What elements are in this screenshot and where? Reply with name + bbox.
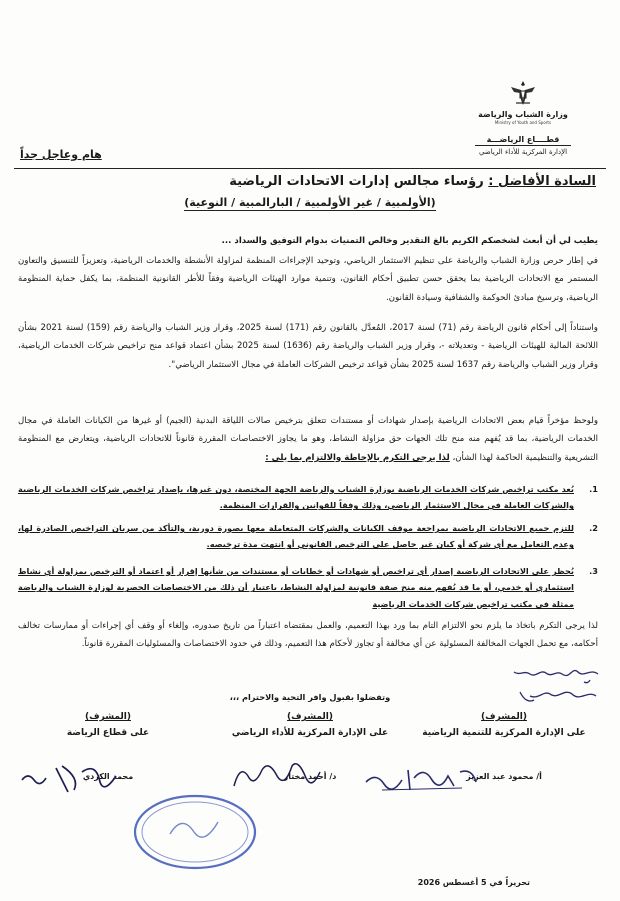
ministry-name: وزارة الشباب والرياضة [478, 110, 568, 119]
letterhead [448, 78, 598, 156]
addressee [36, 174, 596, 189]
signature-unit: على الإدارة المركزية للأداء الرياضي [231, 728, 389, 738]
issue-date: تحريراً في 5 أغسطس 2026 [417, 878, 530, 887]
greeting: يطيب لي أن أبعث لشخصكم الكريم بالغ التقدير وخالص التمنيات بدوام التوفيق والسداد ... [221, 236, 598, 246]
signature-scribble [16, 758, 126, 798]
handwritten-note [500, 664, 604, 712]
item-text: يُحظر على الاتحادات الرياضية إصدار أي تراخيص أو شهادات أو خطابات أو مستندات من شأنها إقرار أو اعتماد أو الترخيص بمزاولة أي نشاط استثماري أو خدمي، أو ما قد يُفهم منه منح صفة قانونية لمزاولة النشاط، باعتبار أن ذلك من الاختصاصات الحصرية لوزارة الشباب والرياضة ممثلة في مكتب تراخيص شركات الخدمات الرياضية [18, 566, 574, 609]
federation-categories [0, 196, 620, 209]
signature-unit: على الإدارة المركزية للتنمية الرياضية [422, 728, 586, 738]
addressee-title: رؤساء مجالس إدارات الاتحادات الرياضية [229, 174, 484, 189]
urgent-label: هام وعاجل جداً [20, 148, 102, 161]
item-text: للتزم جميع الاتحادات الرياضية بمراجعة موقف الكيانات والشركات المتعاملة معها بصورة دورية، والتأكد من سريان التراخيص الصادرة لها، وعدم التعامل مع أي شركة أو كيان غير حاصل على الترخيص القانوني أو انتهت مدة ترخيصه. [18, 523, 574, 550]
signature-person: د/ أحمد مختار [283, 772, 337, 781]
list-item [18, 563, 598, 612]
paragraph-compliance: لذا يرجى التكرم باتخاذ ما يلزم نحو الالتزام التام بما ورد بهذا التعميم، والعمل بمقتضاه اعتباراً من تاريخ صدوره، وإلغاء أو وقف أي إجراءات أو ممارسات تخالف أحكامه، مع تحمل الجهات المخالفة المسئولية عن أي مخالفة أو تجاوز لأحكام هذا التعميم، وذلك في حدود الاختصاصات والمسئوليات المقررة قانوناً. [18, 621, 598, 650]
item-number: 3. [589, 566, 598, 576]
signature-person: أ/ محمود عبد العزيز [466, 772, 542, 781]
item-number: 2. [589, 523, 598, 533]
official-stamp [130, 792, 260, 872]
closing-salutation: وتفضلوا بقبول وافر التحية والاحترام ،،، [229, 692, 391, 702]
categories-text: (الأولمبية / غير الأولمبية / البارالمبية / النوعية) [184, 196, 436, 209]
paragraph-observation [18, 412, 598, 467]
signature-person: محمد الكردي [82, 772, 134, 781]
ministry-name-en: Ministry of Youth and Sports [494, 120, 552, 125]
list-item [18, 520, 598, 553]
observation-request: لذا يرجى التكرم بالإحاطة والالتزام بما يلي : [265, 452, 450, 463]
addressee-prefix: السادة الأفاضل : [488, 174, 596, 189]
paragraph-legal-basis: واستناداً إلى أحكام قانون الرياضة رقم (71) لسنة 2017، المُعدَّل بالقانون رقم (171) لسنة 2025، وقرار وزير الشباب والرياضة رقم (159) لسنة 2021 بشأن اللائحة المالية للهيئات الرياضية - وتعديلاته -، وقرار وزير الشباب والرياضة رقم (1636) لسنة 2025 بشأن اعتماد قواعد منح تراخيص شركات الخدمات الرياضية، وقرار وزير الشباب والرياضة رقم 1637 لسنة 2025 بشأن قواعد ترخيص الشركات العاملة في مجال الاستثمار الرياضي". [18, 323, 598, 370]
signature-scribble [228, 756, 324, 796]
signature-unit: على قطاع الرياضة [66, 728, 150, 738]
signature-role: (المشرف) [287, 712, 333, 722]
paragraph-context: في إطار حرص وزارة الشباب والرياضة على تنظيم الاستثمار الرياضي، وتوحيد الإجراءات المنظمة لمزاولة الأنشطة والخدمات الرياضية، وتعزيزاً للتنسيق والتعاون المستمر مع الاتحادات الرياضية بما يحقق حسن تطبيق أحكام القانون، وتنمية موارد الهيئات الرياضية وفقاً للأطر القانونية المنظمة، بما يكفل حماية المنظومة الرياضية، وترسيخ مبادئ الحوكمة والشفافية وسيادة القانون. [18, 256, 598, 303]
header-divider [14, 168, 606, 169]
observation-text: ولوحظ مؤخراً قيام بعض الاتحادات الرياضية بإصدار شهادات أو مستندات تتعلق بترخيص صالات اللياقة البدنية (الجيم) أو غيرها من الكيانات العاملة في مجال الخدمات الرياضية، بما قد يُفهم منه منح تلك الجهات حق مزاولة النشاط، وهو ما يجاوز الاختصاصات المقررة قانوناً للاتحادات الرياضية، ويتعارض مع المنظومة التشريعية والتنظيمية الحاكمة لهذا الشأن، [18, 416, 598, 463]
eagle-emblem-icon [508, 78, 538, 108]
list-item [18, 481, 598, 514]
item-number: 1. [589, 484, 598, 494]
department-name: الإدارة المركزية للأداء الرياضي [478, 148, 568, 156]
sector-name: قطــــاع الرياضـــة [475, 135, 572, 146]
signature-role: (المشرف) [481, 712, 527, 722]
signature-role: (المشرف) [85, 712, 131, 722]
item-text: يُعد مكتب تراخيص شركات الخدمات الرياضية بوزارة الشباب والرياضة الجهة المختصة، دون غيرها، بإصدار تراخيص شركات الخدمات الرياضية والشركات العاملة في مجال الاستثمار الرياضي، وذلك وفقاً للقوانين والقرارات المنظمة. [18, 484, 574, 511]
signature-scribble [362, 762, 482, 796]
